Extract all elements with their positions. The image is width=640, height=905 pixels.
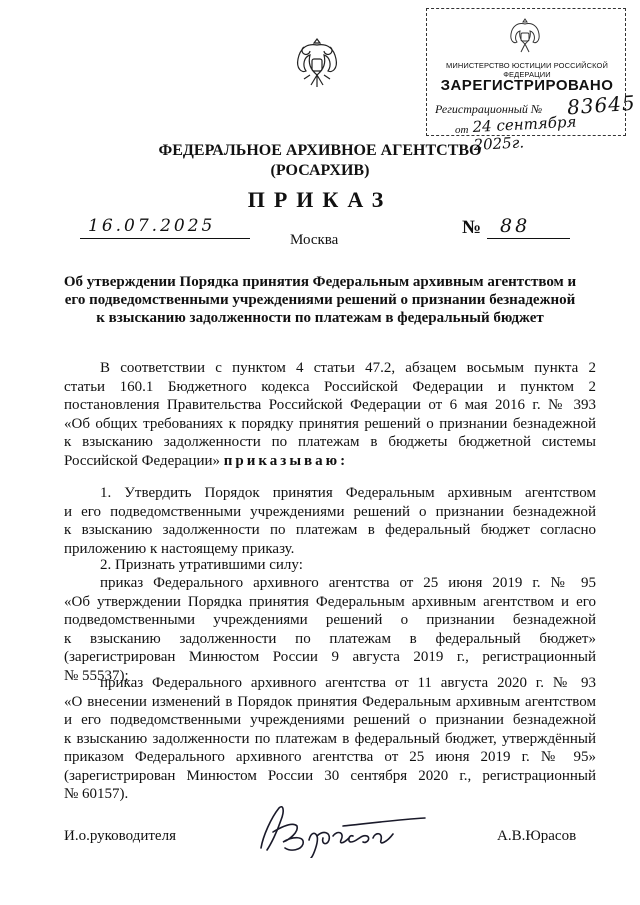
item-1-paragraph <box>64 484 596 558</box>
agency-abbreviation: (РОСАРХИВ) <box>270 162 370 179</box>
stamp-emblem-icon <box>507 16 543 56</box>
heading-line: к взысканию задолженности по платежам в федеральный бюджет <box>96 310 544 326</box>
agency-name: ФЕДЕРАЛЬНОЕ АРХИВНОЕ АГЕНТСТВО <box>158 142 482 159</box>
stamp-number-label: Регистрационный № <box>435 102 543 116</box>
city: Москва <box>290 232 339 248</box>
stamp-ministry-text: МИНИСТЕРСТВО ЮСТИЦИИ РОССИЙСКОЙ ФЕДЕРАЦИИ <box>446 61 608 79</box>
text-line: приказ Федерального архивного агентства от 25 июня 2019 г. № 95 <box>100 575 596 591</box>
text-line: В соответствии с пунктом 4 статьи 47.2, абзацем восьмым пункта 2 <box>100 360 596 376</box>
document-type-title: ПРИКАЗ <box>247 187 393 212</box>
text-line: «Об утверждении Порядка принятия Федеральным архивным агентством и его <box>64 593 596 610</box>
document-heading <box>50 273 590 327</box>
text-line: к взысканию задолженности по платежам в бюджеты бюджетной системы <box>64 434 596 450</box>
date-underline <box>80 238 250 239</box>
text-line: (зарегистрирован Минюстом России 30 сентября 2020 г., регистрационный <box>64 767 596 784</box>
order-date: 16.07.2025 <box>88 216 216 236</box>
preamble-paragraph <box>64 359 596 470</box>
repealed-order-2 <box>64 674 596 804</box>
text-line: 2. Признать утратившими силу: <box>100 557 303 573</box>
registration-stamp <box>426 8 637 154</box>
text-fragment: Российской Федерации» <box>64 452 221 469</box>
stamp-registered-text: ЗАРЕГИСТРИРОВАНО <box>440 77 614 94</box>
text-line: к взысканию задолженности по платежам в федеральный бюджет» <box>64 630 596 647</box>
text-line: постановления Правительства Российской Федерации от 6 мая 2016 г. № 393 <box>64 397 596 413</box>
order-emphasis: приказываю: <box>223 452 349 469</box>
text-line: и его подведомственными учреждениями решений о признании безнадежной <box>64 712 596 728</box>
stamp-date-label: от <box>455 124 469 136</box>
coat-of-arms-emblem <box>292 35 342 93</box>
text-line: № 60157). <box>64 786 129 802</box>
text-line: и его подведомственными учреждениями решений о признании безнадежной <box>64 503 596 520</box>
text-line: приказ Федерального архивного агентства от 11 августа 2020 г. № 93 <box>100 675 596 691</box>
text-line: «Об общих требованиях к порядку принятия решений о признании безнадежной <box>64 415 596 432</box>
stamp-date-value: 24 сентября 2025г. <box>472 112 577 154</box>
handwritten-signature <box>253 796 433 858</box>
text-line-final <box>64 452 596 471</box>
signatory-name: А.В.Юрасов <box>497 828 577 844</box>
stamp-number-value: 83645 <box>566 90 637 120</box>
text-line: приложению к настоящему приказу. <box>64 540 295 557</box>
text-line: (зарегистрирован Минюстом России 9 августа 2019 г., регистрационный <box>64 649 596 665</box>
text-line: подведомственными учреждениями решений о признании безнадежной <box>64 612 596 628</box>
text-line: к взысканию задолженности по платежам в федеральный бюджет согласно <box>64 522 596 538</box>
text-line: 1. Утвердить Порядок принятия Федеральным архивным агентством <box>100 485 596 501</box>
order-number: 88 <box>500 215 531 237</box>
number-sign: № <box>462 217 482 238</box>
text-line: «О внесении изменений в Порядок принятия Федеральным архивным агентством <box>64 693 596 710</box>
text-line: приказом Федерального архивного агентства от 25 июня 2019 г. № 95» <box>64 749 596 765</box>
text-line: статьи 160.1 Бюджетного кодекса Российской Федерации и пунктом 2 <box>64 378 596 395</box>
number-underline <box>487 238 570 239</box>
item-2-paragraph <box>64 556 596 575</box>
text-line: № 55537); <box>64 667 129 684</box>
signatory-role: И.о.руководителя <box>64 828 176 844</box>
repealed-order-1 <box>64 574 596 685</box>
heading-line: Об утверждении Порядка принятия Федеральным архивным агентством и <box>63 274 577 290</box>
heading-line: его подведомственными учреждениями решений о признании безнадежной <box>64 292 576 308</box>
text-line: к взысканию задолженности по платежам в федеральный бюджет, утверждённый <box>64 730 596 747</box>
